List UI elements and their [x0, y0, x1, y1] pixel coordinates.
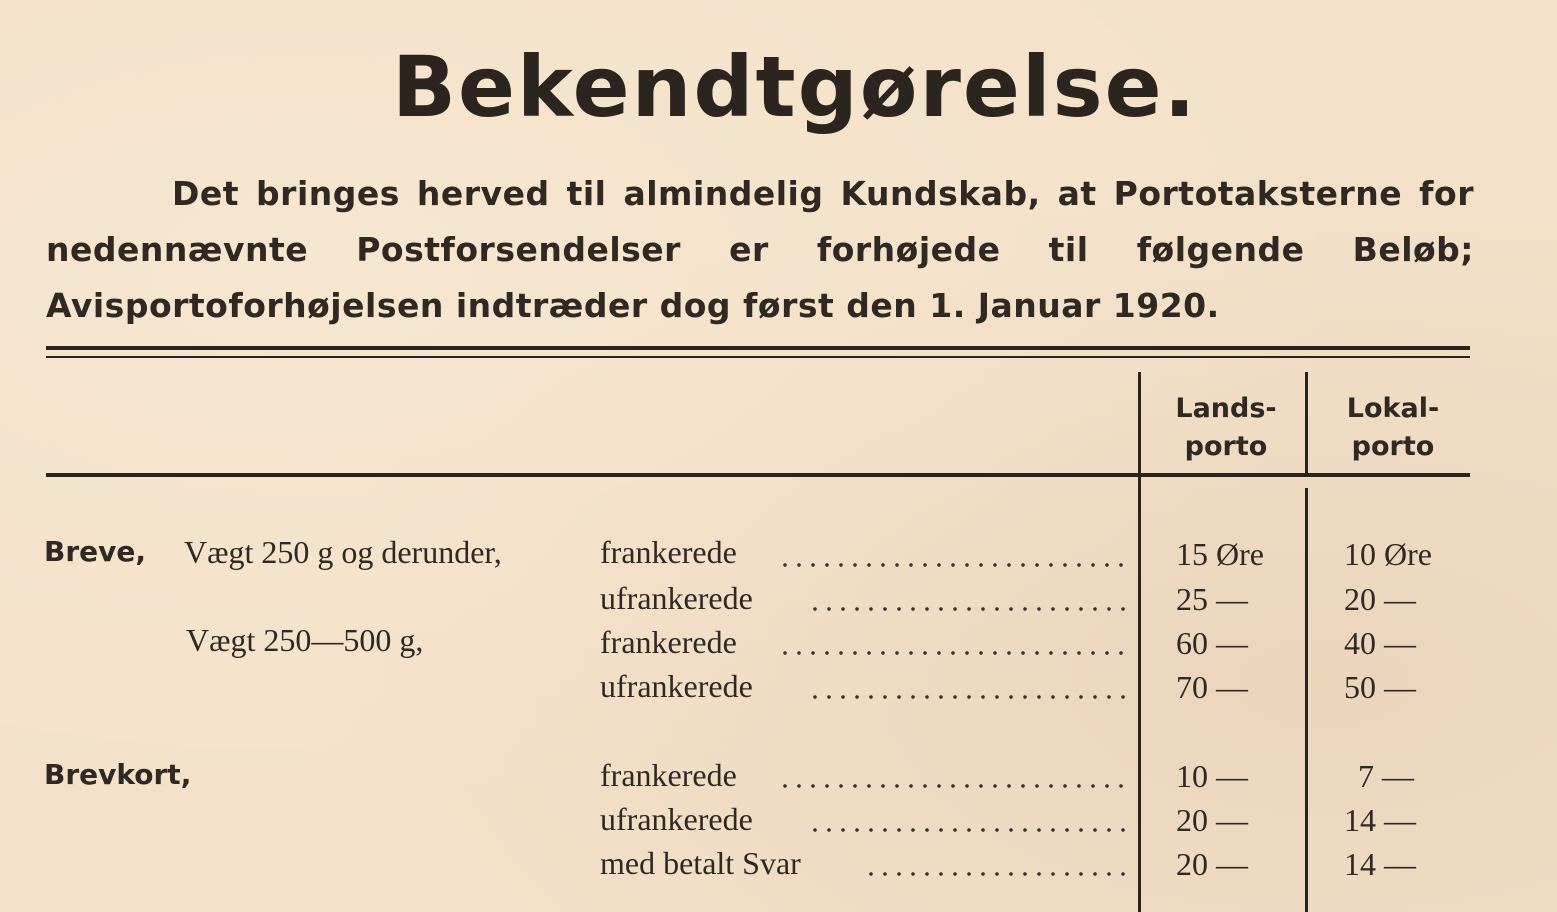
row-dot-leader: [778, 781, 1128, 791]
row-dot-leader: [808, 692, 1128, 702]
row-lokalporto: 7 —: [1358, 758, 1414, 794]
column-header-landsporto: [1146, 390, 1306, 466]
page-title: Bekendtgørelse.: [392, 38, 1198, 136]
row-dot-leader: [808, 825, 1128, 835]
row-landsporto: 15 Øre: [1176, 536, 1264, 572]
row-landsporto: 60 —: [1176, 625, 1248, 661]
row-dot-leader: [778, 648, 1128, 658]
row-lokalporto: 40 —: [1344, 625, 1416, 661]
row-weight: Vægt 250—500 g,: [186, 622, 424, 658]
row-type: med betalt Svar: [600, 845, 801, 881]
row-type: ufrankerede: [600, 580, 753, 616]
column-header-lokalporto: [1312, 390, 1474, 466]
lokalporto-line1: Lokal-: [1346, 393, 1440, 424]
row-lokalporto: 14 —: [1344, 802, 1416, 838]
row-weight: Vægt 250 g og derunder,: [184, 534, 502, 570]
row-landsporto: 70 —: [1176, 669, 1248, 705]
column-divider-right-body: [1305, 488, 1308, 912]
row-type: ufrankerede: [600, 801, 753, 837]
row-type: frankerede: [600, 624, 737, 660]
row-category: Breve,: [44, 535, 147, 568]
header-bottom-rule: [46, 473, 1470, 477]
row-lokalporto: 20 —: [1344, 581, 1416, 617]
landsporto-line1: Lands-: [1175, 393, 1277, 424]
row-landsporto: 10 —: [1176, 758, 1248, 794]
row-landsporto: 25 —: [1176, 581, 1248, 617]
lokalporto-line2: porto: [1351, 431, 1435, 462]
row-category: Brevkort,: [44, 758, 192, 791]
row-lokalporto: 50 —: [1344, 669, 1416, 705]
row-lokalporto: 10 Øre: [1344, 536, 1432, 572]
row-type: ufrankerede: [600, 668, 753, 704]
row-lokalporto: 14 —: [1344, 846, 1416, 882]
row-type: frankerede: [600, 534, 737, 570]
row-dot-leader: [864, 869, 1128, 879]
top-double-rule-upper: [46, 346, 1470, 350]
landsporto-line2: porto: [1184, 431, 1268, 462]
intro-paragraph: Det bringes herved til almindelig Kundskab, at Portotaksterne for nedennævnte Postforsendelser er forhøjede til følgende Beløb; Avisportoforhøjelsen indtræder dog først den 1. Januar 1920.: [46, 174, 1474, 325]
row-dot-leader: [808, 604, 1128, 614]
column-divider-left: [1138, 372, 1141, 912]
row-dot-leader: [778, 560, 1128, 570]
row-type: frankerede: [600, 757, 737, 793]
top-double-rule-lower: [46, 356, 1470, 358]
row-landsporto: 20 —: [1176, 802, 1248, 838]
row-landsporto: 20 —: [1176, 846, 1248, 882]
